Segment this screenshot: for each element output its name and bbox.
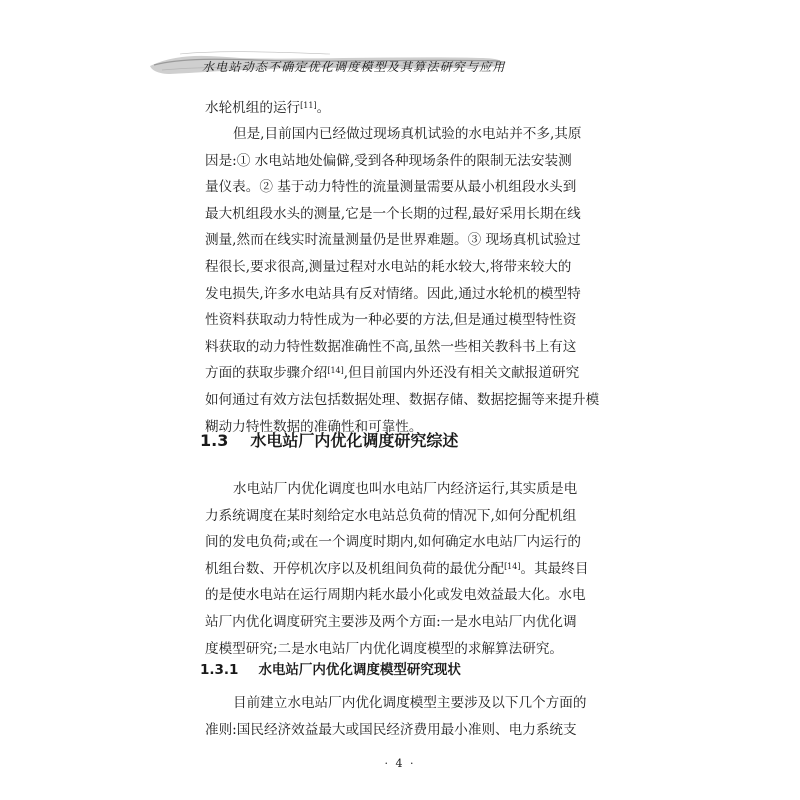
text-line: 度模型研究;二是水电站厂内优化调度模型的求解算法研究。 — [205, 640, 564, 657]
running-title: 水电站动态不确定优化调度模型及其算法研究与应用 — [202, 60, 506, 74]
text-line: 发电损失,许多水电站具有反对情绪。因此,通过水轮机的模型特 — [205, 285, 581, 302]
text-line: 目前建立水电站厂内优化调度模型主要涉及以下几个方面的 — [233, 695, 587, 711]
text-line: 最大机组段水头的测量,它是一个长期的过程,最好采用长期在线 — [205, 205, 581, 222]
text-line: 方面的获取步骤介绍[14],但目前国内外还没有相关文献报道研究 — [205, 365, 580, 382]
text-line: 糊动力特性数据的准确性和可靠性。 — [205, 418, 423, 435]
citation: [14] — [504, 561, 521, 571]
section-heading — [200, 428, 458, 451]
paragraph-model-criteria — [205, 690, 610, 743]
section-number: 1.3 — [200, 431, 229, 450]
text-line: 如何通过有效方法包括数据处理、数据存储、数据挖掘等来提升模 — [205, 391, 600, 408]
paragraph-measurement-problems — [205, 121, 610, 440]
running-header — [150, 46, 510, 84]
text-line: 测量,然而在线实时流量测量仍是世界难题。③ 现场真机试验过 — [205, 232, 581, 249]
text-line: 量仪表。② 基于动力特性的流量测量需要从最小机组段水头到 — [205, 179, 577, 196]
text-line: 但是,目前国内已经做过现场真机试验的水电站并不多,其原 — [233, 126, 582, 142]
text-line: 因是:① 水电站地处偏僻,受到各种现场条件的限制无法安装测 — [205, 152, 572, 169]
section-title: 水电站厂内优化调度研究综述 — [250, 431, 459, 450]
page-number: · 4 · — [384, 757, 416, 770]
subsection-title: 水电站厂内优化调度模型研究现状 — [258, 662, 461, 678]
citation: [14] — [327, 366, 344, 376]
paragraph-intro-optimization — [205, 476, 610, 662]
subsection-heading — [200, 658, 461, 678]
text-line: 性资料获取动力特性成为一种必要的方法,但是通过模型特性资 — [205, 312, 577, 329]
subsection-number: 1.3.1 — [200, 662, 239, 678]
text-line: 站厂内优化调度研究主要涉及两个方面:一是水电站厂内优化调 — [205, 613, 577, 630]
text-line: 程很长,要求很高,测量过程对水电站的耗水较大,将带来较大的 — [205, 258, 572, 275]
text-line: 水电站厂内优化调度也叫水电站厂内经济运行,其实质是电 — [233, 481, 578, 497]
text-line: 间的发电负荷;或在一个调度时期内,如何确定水电站厂内运行的 — [205, 534, 581, 551]
text-line: 料获取的动力特性数据准确性不高,虽然一些相关教科书上有这 — [205, 338, 577, 355]
citation: [11] — [300, 101, 317, 110]
text-line: 水轮机组的运行[11]。 — [205, 100, 331, 116]
text-line: 机组台数、开停机次序以及机组间负荷的最优分配[14]。其最终目 — [205, 560, 589, 577]
text-line: 的是使水电站在运行周期内耗水最小化或发电效益最大化。水电 — [205, 587, 586, 604]
paragraph-continuation — [205, 95, 610, 122]
text-line: 力系统调度在某时刻给定水电站总负荷的情况下,如何分配机组 — [205, 507, 577, 524]
text-line: 准则:国民经济效益最大或国民经济费用最小准则、电力系统支 — [205, 721, 577, 738]
